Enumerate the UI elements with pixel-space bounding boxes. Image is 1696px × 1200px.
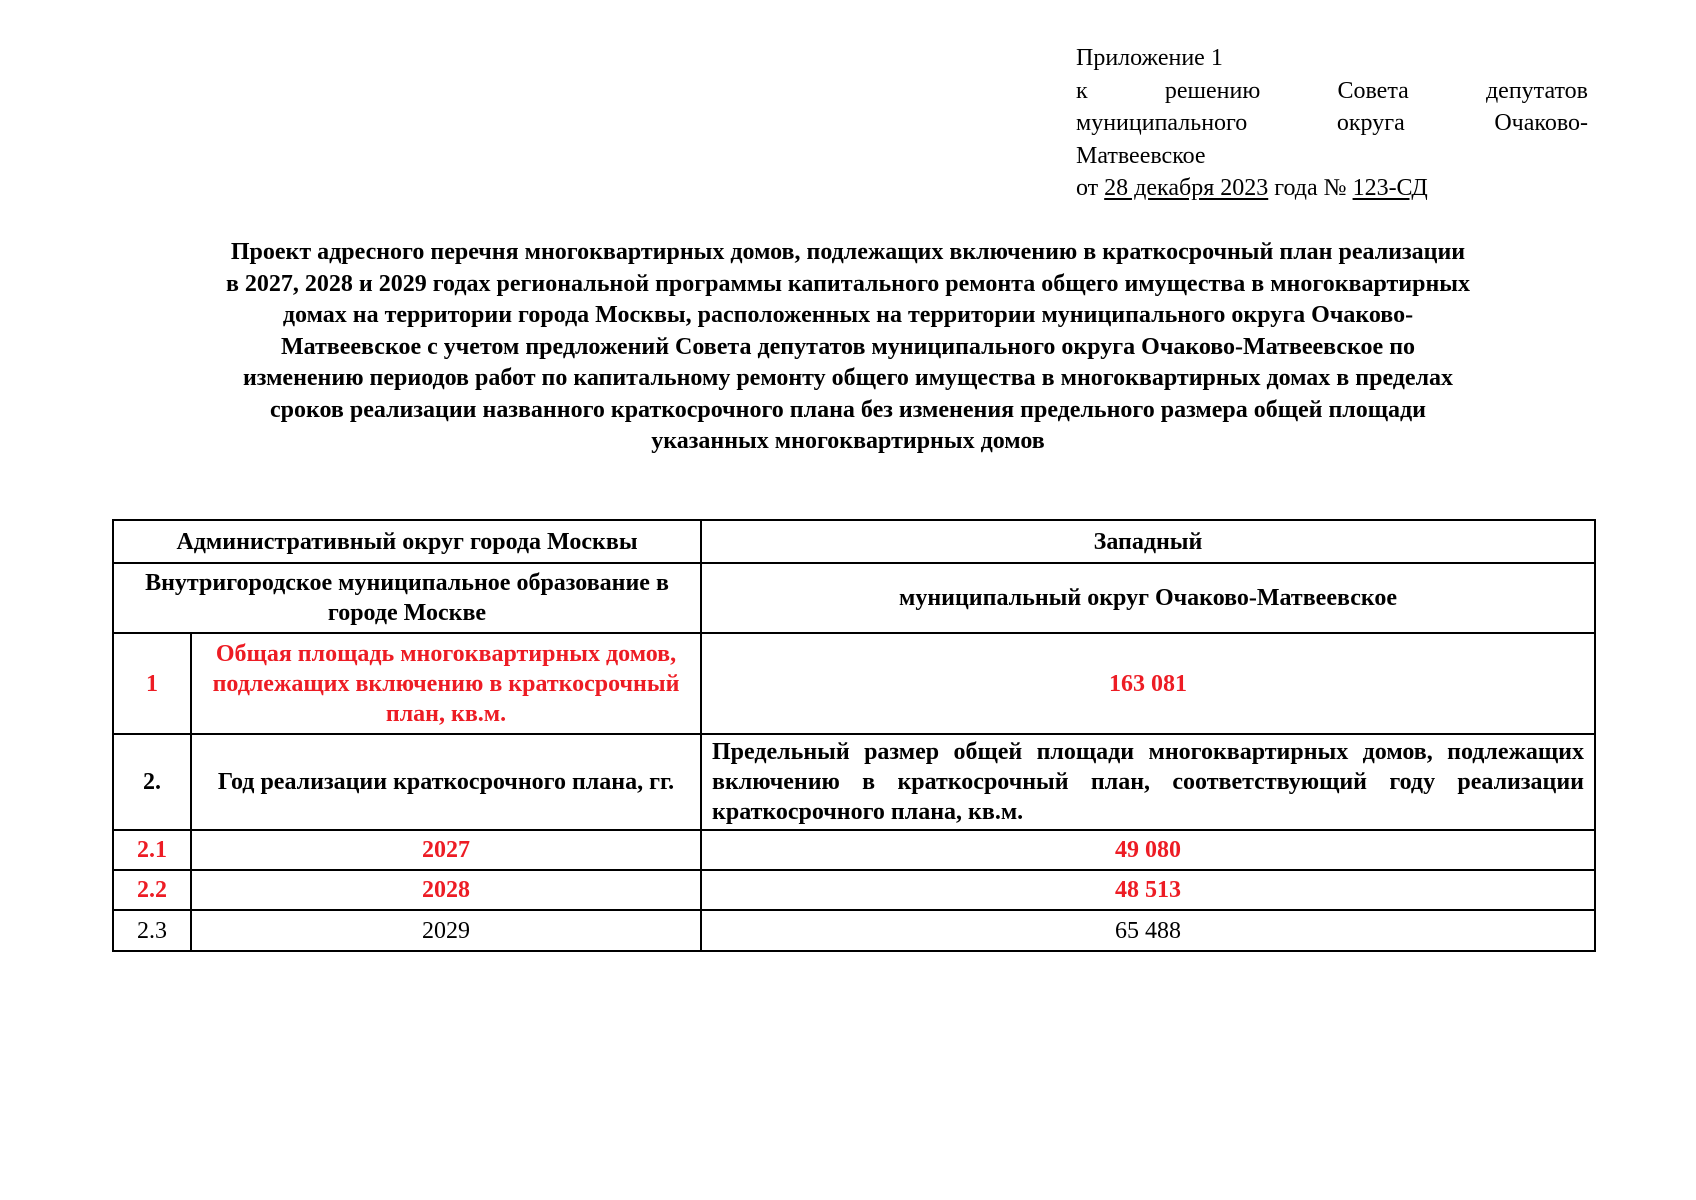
title-line: указанных многоквартирных домов — [651, 428, 1045, 454]
row-number: 2. — [113, 734, 191, 830]
row-number: 2.1 — [113, 830, 191, 870]
area-limit-column-header: Предельный размер общей площади многоквартирных домов, подлежащих включению в краткосрочный план, соответствующий году реализации краткосрочного плана, кв.м. — [701, 734, 1595, 830]
area-cell: 49 080 — [701, 830, 1595, 870]
area-cell: 65 488 — [701, 910, 1595, 951]
date-mid: года № — [1268, 175, 1353, 201]
title-line: Матвеевское с учетом предложений Совета депутатов муниципального округа Очаково-Матвеевское по — [280, 333, 1416, 360]
total-area-label: Общая площадь многоквартирных домов, подлежащих включению в краткосрочный план, кв.м. — [191, 633, 701, 734]
appendix-decision-line: к решению Совета депутатов — [1076, 77, 1588, 104]
appendix-block — [1076, 42, 1588, 205]
title-line: в 2027, 2028 и 2029 годах региональной программы капитального ремонта общего имущества в многоквартирных — [225, 270, 1471, 297]
document-title — [100, 237, 1596, 458]
year-cell: 2029 — [191, 910, 701, 951]
appendix-district-name: Матвеевское — [1076, 142, 1206, 169]
title-line: домах на территории города Москвы, расположенных на территории муниципального округа Очаково- — [282, 302, 1414, 328]
table-row-municipality — [113, 563, 1595, 633]
area-cell: 48 513 — [701, 870, 1595, 910]
table-row-total-area — [113, 633, 1595, 734]
title-line: Проект адресного перечня многоквартирных домов, подлежащих включению в краткосрочный план реализации — [230, 239, 1466, 265]
date-prefix: от — [1076, 175, 1105, 201]
appendix-date-line — [1076, 172, 1588, 205]
admin-district-label: Административный округ города Москвы — [113, 520, 701, 563]
table-row — [113, 910, 1595, 951]
decision-number: 123-СД — [1352, 175, 1428, 201]
year-column-header: Год реализации краткосрочного плана, гг. — [191, 734, 701, 830]
table-row-admin-district — [113, 520, 1595, 563]
row-number: 2.3 — [113, 910, 191, 951]
table-row — [113, 870, 1595, 910]
title-line: изменению периодов работ по капитальному ремонту общего имущества в многоквартирных домах в пределах — [242, 365, 1454, 391]
plan-table — [112, 519, 1596, 952]
row-number: 2.2 — [113, 870, 191, 910]
appendix-district-line: муниципального округа Очаково- — [1076, 110, 1588, 136]
table-row — [113, 830, 1595, 870]
year-cell: 2027 — [191, 830, 701, 870]
table-row-year-header — [113, 734, 1595, 830]
title-line: сроков реализации названного краткосрочного плана без изменения предельного размера общей площади — [269, 396, 1426, 423]
total-area-value: 163 081 — [701, 633, 1595, 734]
municipality-value: муниципальный округ Очаково-Матвеевское — [701, 563, 1595, 633]
admin-district-value: Западный — [701, 520, 1595, 563]
municipality-label: Внутригородское муниципальное образование в городе Москве — [113, 563, 701, 633]
appendix-number: Приложение 1 — [1076, 45, 1223, 71]
row-number: 1 — [113, 633, 191, 734]
decision-date: 28 декабря 2023 — [1104, 175, 1269, 201]
year-cell: 2028 — [191, 870, 701, 910]
